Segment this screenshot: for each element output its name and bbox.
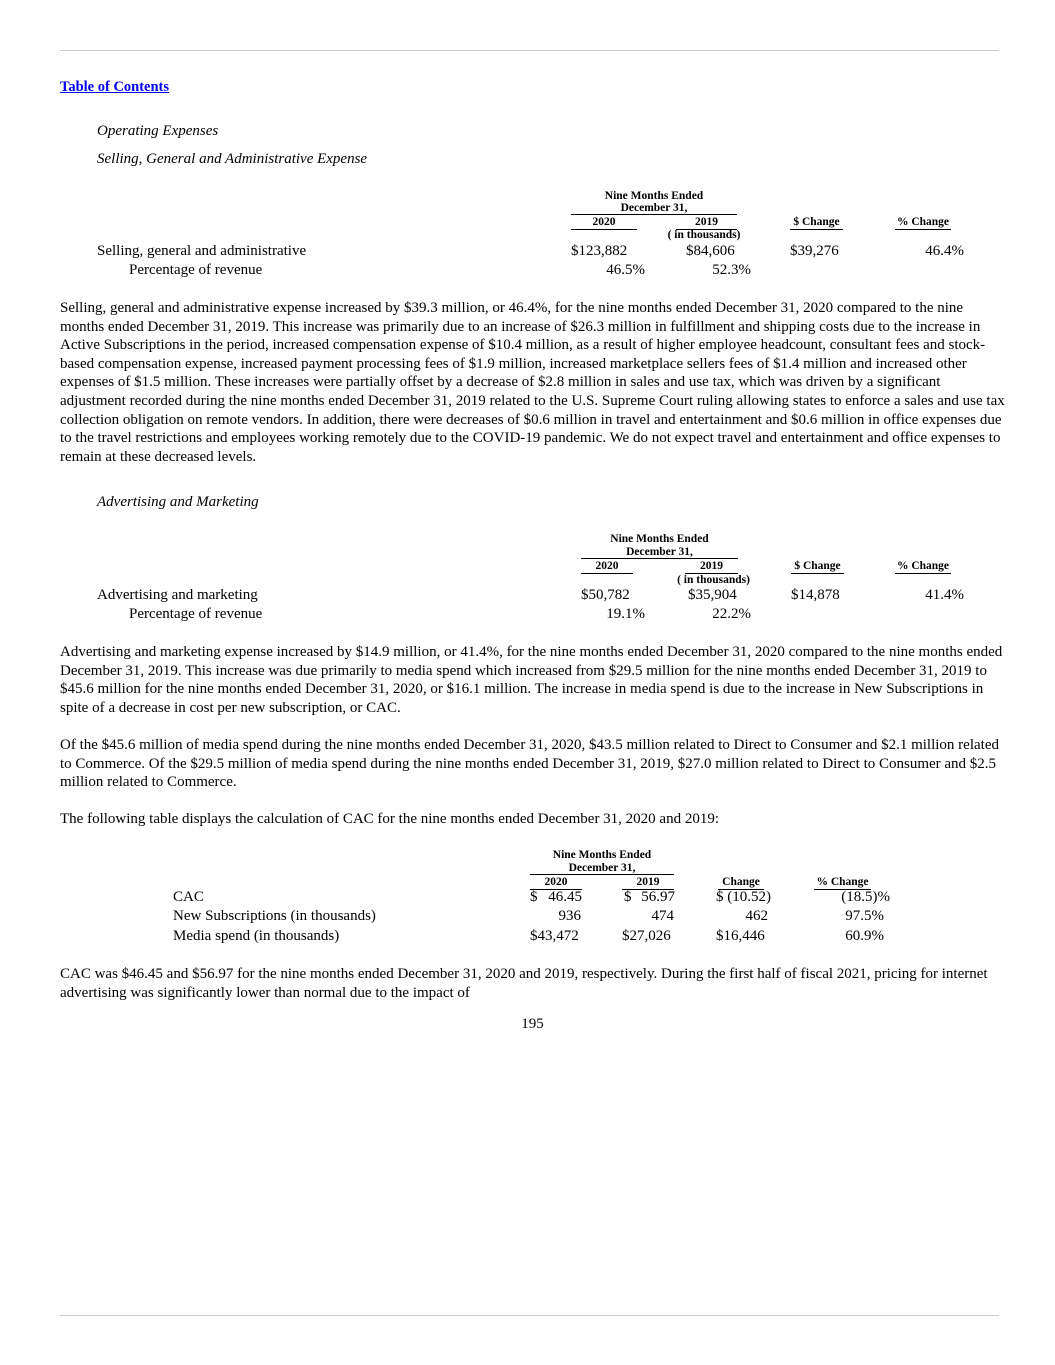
- sga-paragraph: Selling, general and administrative expense increased by $39.3 million, or 46.4%, for the nine months ended December 31, 2020 compared to the nine months ended December 31, 2019. This increase was primarily due to an increase of $26.3 million in fulfillment and shipping costs due to the increase in Active Subscriptions in the period, increased compensation expense of $10.4 million, as a result of higher employee headcount, consultant fees and stock-based compensation expense, increased payment processing fees of $1.9 million, increased marketplace sellers fees of $1.4 million and increased other expenses of $1.5 million. These increases were partially offset by a decrease of $2.8 million in sales and use tax, which was driven by a significant adjustment recorded during the nine months ended December 31, 2019 related to the U.S. Supreme Court ruling allowing states to enforce a sales and use tax collection obligation on remote vendors. In addition, there were decreases of $0.6 million in travel and entertainment and $0.6 million in office expenses due to the travel restrictions and employees working remotely due to the COVID-19 pandemic. We do not expect travel and entertainment and office expenses to remain at these decreased levels.: [60, 300, 1005, 465]
- sga-units: ( in thousands): [667, 229, 741, 241]
- adv-col-pct-change: % Change: [896, 560, 950, 572]
- media-spend-change: $16,446: [716, 928, 765, 944]
- adv-col-2020: 2020: [595, 560, 619, 572]
- sga-row-2020: $123,882: [571, 243, 628, 259]
- cac-period-header: Nine Months Ended: [552, 849, 652, 861]
- adv-units: ( in thousands): [677, 574, 750, 586]
- sga-col-pct-change: % Change: [896, 216, 950, 228]
- media-spend-label: Media spend (in thousands): [173, 928, 340, 944]
- section-title: Operating Expenses: [97, 123, 219, 139]
- sga-col-pct-underline: [895, 229, 951, 230]
- new-subs-change: 462: [745, 908, 768, 924]
- adv-row-2020: $50,782: [581, 587, 630, 603]
- cac-row-2019-symbol: $: [624, 889, 632, 905]
- cac-row-change: $ (10.52): [716, 889, 771, 905]
- sga-col-dollar-change: $ Change: [793, 216, 840, 228]
- adv-row-2019: $35,904: [688, 587, 737, 603]
- adv-paragraph-3: The following table displays the calculation of CAC for the nine months ended December 31, 2020 and 2019:: [60, 811, 720, 827]
- adv-paragraph-1: Advertising and marketing expense increased by $14.9 million, or 41.4%, for the nine months ended December 31, 2020 compared to the nine months ended December 31, 2019. This increase was due primarily to media spend which increased from $29.5 million for the nine months ended December 31, 2019 to $45.6 million for the nine months ended December 31, 2020, or $16.1 million. The increase in media spend is due to the increase in New Subscriptions in spite of a decrease in cost per new subscription, or CAC.: [60, 644, 1003, 716]
- cac-col-pct-change: % Change: [816, 876, 869, 888]
- sga-period-header: Nine Months Ended: [604, 190, 704, 202]
- adv-col-dollar-change: $ Change: [794, 560, 841, 572]
- adv-pct-revenue-2019: 22.2%: [712, 606, 751, 622]
- cac-row-label: CAC: [173, 889, 204, 905]
- cac-period-underline: [530, 874, 674, 875]
- sga-row-2019: $84,606: [686, 243, 735, 259]
- sga-col-2020: 2020: [592, 216, 616, 228]
- cac-col-change: Change: [722, 876, 760, 888]
- bottom-divider: [60, 1315, 999, 1316]
- media-spend-2019: $27,026: [622, 928, 671, 944]
- cac-row-2019: 56.97: [641, 889, 675, 905]
- page-number: 195: [521, 1016, 544, 1032]
- cac-col-2020: 2020: [544, 876, 568, 888]
- new-subs-label: New Subscriptions (in thousands): [173, 908, 376, 924]
- adv-col-2019: 2019: [700, 560, 723, 572]
- adv-row-pct-change: 41.4%: [925, 587, 964, 603]
- adv-pct-revenue-label: Percentage of revenue: [129, 606, 263, 622]
- media-spend-2020: $43,472: [530, 928, 579, 944]
- new-subs-2019: 474: [651, 908, 674, 924]
- adv-subtitle: Advertising and Marketing: [97, 494, 259, 510]
- table-of-contents-link[interactable]: Table of Contents: [60, 79, 170, 95]
- adv-period-date: December 31,: [626, 546, 693, 558]
- sga-period-date: December 31,: [620, 202, 688, 214]
- sga-subtitle: Selling, General and Administrative Expense: [97, 151, 368, 167]
- media-spend-pct-change: 60.9%: [845, 928, 884, 944]
- new-subs-pct-change: 97.5%: [845, 908, 884, 924]
- top-divider: [60, 50, 999, 51]
- sga-pct-revenue-2019: 52.3%: [712, 262, 751, 278]
- new-subs-2020: 936: [558, 908, 581, 924]
- cac-paragraph: CAC was $46.45 and $56.97 for the nine months ended December 31, 2020 and 2019, respectively. During the first half of fiscal 2021, pricing for internet advertising was significantly lower than normal due to the impact of: [60, 966, 988, 1001]
- adv-pct-revenue-2020: 19.1%: [606, 606, 645, 622]
- sga-period-underline: [571, 214, 737, 215]
- adv-row-label: Advertising and marketing: [97, 587, 258, 603]
- cac-period-date: December 31,: [568, 862, 636, 874]
- adv-period-underline: [581, 558, 738, 559]
- adv-period-header: Nine Months Ended: [610, 533, 709, 545]
- adv-paragraph-2: Of the $45.6 million of media spend during the nine months ended December 31, 2020, $43.5 million related to Direct to Consumer and $2.1 million related to Commerce. Of the $29.5 million of media spend during the nine months ended December 31, 2019, $27.0 million related to Direct to Consumer and $2.5 million related to Commerce.: [60, 737, 999, 791]
- adv-row-dollar-change: $14,878: [791, 587, 840, 603]
- sga-row-pct-change: 46.4%: [925, 243, 964, 259]
- adv-col-pct-underline: [895, 573, 951, 574]
- sga-pct-revenue-2020: 46.5%: [606, 262, 645, 278]
- sga-row-label: Selling, general and administrative: [97, 243, 307, 259]
- sga-pct-revenue-label: Percentage of revenue: [129, 262, 263, 278]
- cac-row-2020-symbol: $: [530, 889, 538, 905]
- sga-row-dollar-change: $39,276: [790, 243, 839, 259]
- cac-col-2019: 2019: [636, 876, 660, 888]
- cac-row-pct-change: (18.5)%: [841, 889, 890, 905]
- cac-row-2020: 46.45: [548, 889, 582, 905]
- sga-col-2019: 2019: [695, 216, 718, 228]
